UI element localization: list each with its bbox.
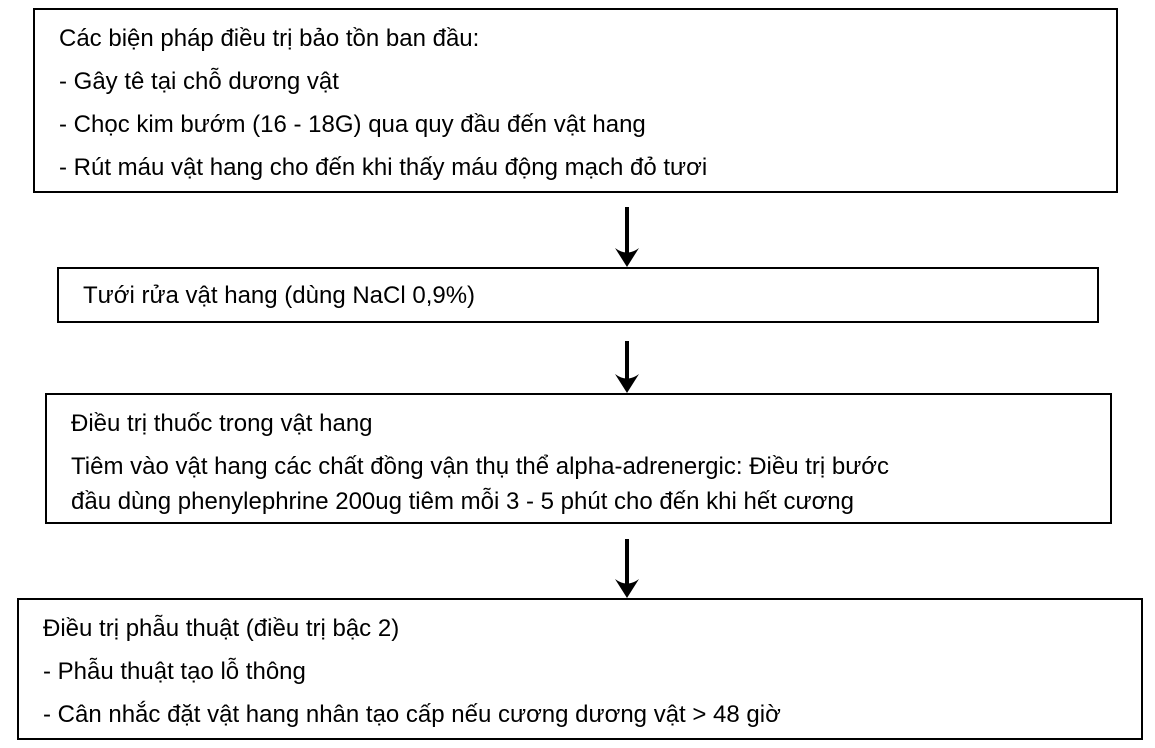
box4-bullet-2: - Cân nhắc đặt vật hang nhân tạo cấp nếu cương dương vật > 48 giờ — [43, 701, 781, 728]
box-surgical-treatment — [17, 598, 1143, 740]
box2-text: Tưới rửa vật hang (dùng NaCl 0,9%) — [83, 281, 476, 309]
box4-bullet-1: - Phẫu thuật tạo lỗ thông — [43, 658, 306, 685]
box4-heading: Điều trị phẫu thuật (điều trị bậc 2) — [43, 615, 400, 642]
box1-bullet-1: - Gây tê tại chỗ dương vật — [59, 68, 339, 95]
box-irrigation — [57, 267, 1099, 323]
box1-heading: Các biện pháp điều trị bảo tồn ban đầu: — [59, 25, 480, 52]
box3-paragraph-line-2: đầu dùng phenylephrine 200ug tiêm mỗi 3 - 5 phút cho đến khi hết cương — [71, 488, 854, 515]
box1-bullet-3: - Rút máu vật hang cho đến khi thấy máu động mạch đỏ tươi — [59, 154, 708, 181]
down-arrow-icon — [612, 539, 642, 598]
box3-paragraph-line-1: Tiêm vào vật hang các chất đồng vận thụ thể alpha-adrenergic: Điều trị bước — [71, 453, 890, 480]
down-arrow-icon — [612, 341, 642, 393]
box-initial-conservative-treatment — [33, 8, 1118, 193]
box3-heading: Điều trị thuốc trong vật hang — [71, 410, 373, 437]
box-intracavernosal-drug-treatment — [45, 393, 1112, 524]
box1-bullet-2: - Chọc kim bướm (16 - 18G) qua quy đầu đến vật hang — [59, 111, 646, 138]
down-arrow-icon — [612, 207, 642, 267]
